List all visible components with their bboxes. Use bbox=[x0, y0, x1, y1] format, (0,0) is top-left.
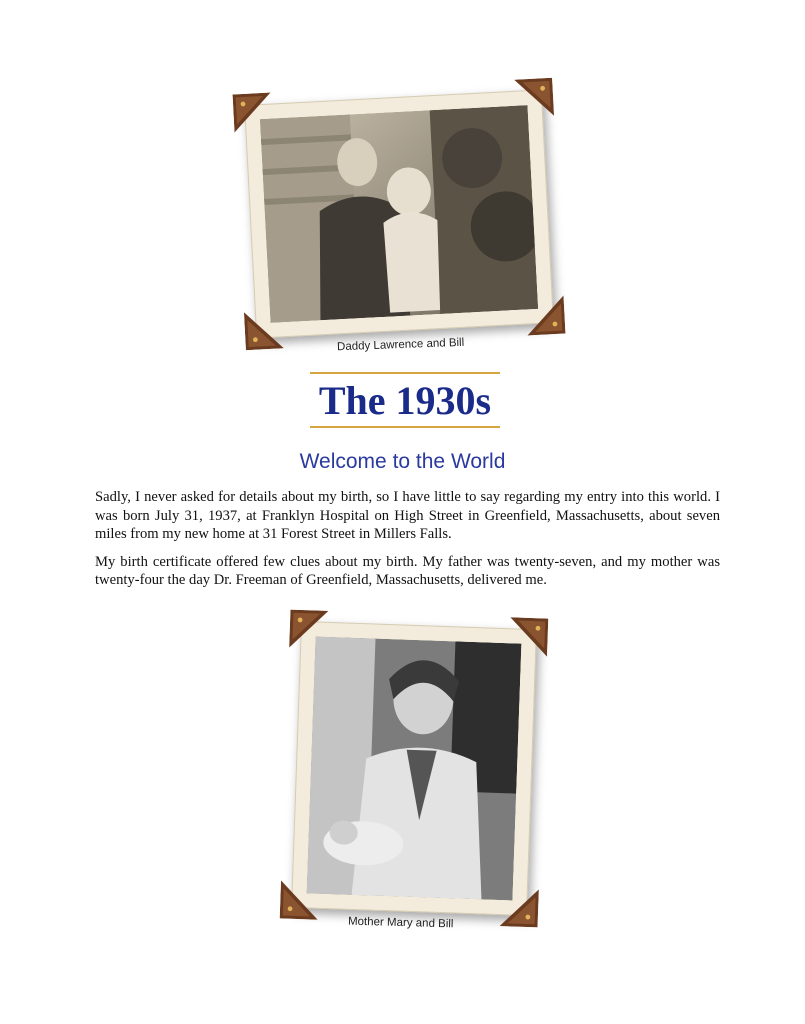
photo-corner-icon bbox=[289, 610, 328, 649]
photo-caption-mother: Mother Mary and Bill bbox=[347, 915, 454, 931]
photo-corner-icon bbox=[509, 617, 548, 656]
body-text bbox=[95, 488, 720, 599]
photo-mother-and-baby bbox=[307, 636, 522, 900]
photo-corner-icon bbox=[233, 93, 273, 133]
title-rule-bottom bbox=[310, 426, 500, 428]
photo-corner-icon bbox=[500, 888, 539, 927]
paragraph: My birth certificate offered few clues about my birth. My father was twenty-seven, and my mother was twenty-four the day Dr. Freeman of Greenfield, Massachusetts, delivered me. bbox=[95, 553, 720, 588]
section-subtitle: Welcome to the World bbox=[299, 450, 506, 473]
photo-corner-icon bbox=[526, 296, 566, 336]
photo-corner-icon bbox=[244, 310, 284, 350]
photo-father-and-baby bbox=[260, 105, 538, 323]
photo-corner-icon bbox=[514, 78, 554, 118]
chapter-heading bbox=[310, 372, 500, 428]
paragraph: Sadly, I never asked for details about my birth, so I have little to say regarding my entry into this world. I was born July 31, 1937, at Franklyn Hospital on High Street in Greenfield, Massachusetts, about seven miles from my new home at 31 Forest Street in Millers Falls. bbox=[95, 489, 720, 542]
photo-frame-mother bbox=[291, 621, 537, 916]
photo-frame-father bbox=[244, 89, 554, 338]
photo-caption-father: Daddy Lawrence and Bill bbox=[336, 336, 465, 354]
chapter-title: The 1930s bbox=[318, 378, 492, 423]
photo-corner-icon bbox=[280, 880, 319, 919]
